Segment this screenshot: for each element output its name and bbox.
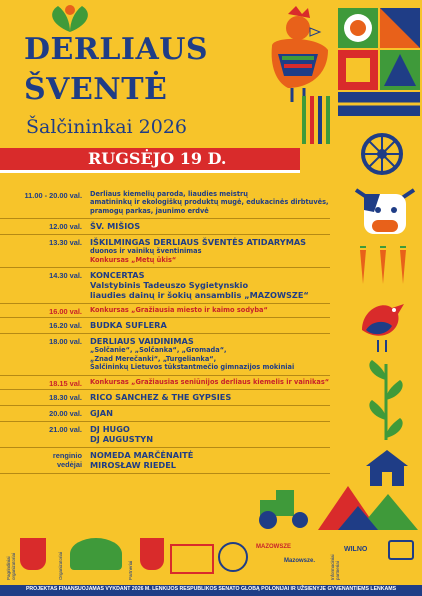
schedule-line: MIROSŁAW RIEDEL — [90, 460, 177, 471]
schedule-content — [90, 221, 330, 231]
schedule-time: 18.15 val. — [49, 378, 82, 388]
schedule-row — [0, 390, 330, 406]
senate-logo-icon — [170, 544, 214, 574]
schedule-time: 13.30 val. — [49, 238, 82, 248]
schedule-row — [0, 304, 330, 318]
schedule-time: 11.00 - 20.00 val. — [24, 191, 82, 200]
schedule-line: KONCERTAS — [90, 270, 145, 281]
date-banner — [0, 148, 300, 173]
footer-label-main-organizers: Pagrindiniai organizatoriai — [6, 552, 16, 580]
schedule-content — [90, 424, 330, 444]
schedule-content — [90, 320, 330, 330]
schedule-detail: Šalčininkų Lietuvos tūkstantmečio gimnazijos mokiniai — [90, 363, 295, 372]
schedule-detail: „Znad Merečanki“, „Turgelianka“, — [90, 354, 217, 363]
wilno-logo: WILNO — [344, 546, 368, 553]
schedule-time: 20.00 val. — [49, 409, 82, 419]
carrots-icon — [352, 246, 418, 286]
schedule-line: NOMEDA MARČĖNAITĖ — [90, 450, 194, 461]
schedule-line: IŠKILMINGAS DERLIAUS ŠVENTĖS ATIDARYMAS — [90, 237, 307, 248]
schedule-detail: „Solčanie“, „Solčanka“, „Gromada“, — [90, 346, 227, 355]
tractor-icon — [256, 490, 318, 530]
schedule-time: 18.00 val. — [49, 337, 82, 347]
schedule-line: liaudies dainų ir šokių ansamblis „MAZOWSZE“ — [90, 290, 309, 301]
schedule-time: 12.00 val. — [49, 222, 82, 232]
schedule-content — [90, 408, 330, 418]
culture-center-logo-icon — [70, 538, 122, 570]
schedule-line: ŠV. MIŠIOS — [90, 221, 141, 232]
bird-icon — [352, 290, 412, 354]
schedule-content — [90, 392, 330, 402]
event-title-line2: ŠVENTĖ — [24, 72, 168, 107]
schedule-line: Derliaus kiemelių paroda, liaudies meistrų — [90, 190, 248, 198]
schedule-content — [90, 237, 330, 264]
geometric-pattern-icon — [338, 8, 422, 118]
schedule-row — [0, 422, 330, 448]
schedule-line: GJAN — [90, 408, 113, 419]
mazowsze-region-logo: Mazowsze. — [284, 558, 316, 564]
schedule-row — [0, 406, 330, 422]
schedule-list — [0, 188, 330, 474]
event-title-line1: DERLIAUS — [24, 32, 209, 67]
schedule-time: 18.30 val. — [49, 393, 82, 403]
schedule-contest: Konkursas „Gražiausias seniūnijos derliaus kiemelis ir vainikas“ — [90, 377, 330, 386]
schedule-line: BUDKA SUFLERA — [90, 320, 167, 331]
schedule-content — [90, 306, 330, 314]
footer-label-partners: Partneriai — [128, 560, 133, 580]
schedule-contest: Konkursas „Metų ūkis“ — [90, 255, 177, 264]
schedule-line: DJ HUGO — [90, 424, 130, 435]
schedule-line: RICO SANCHEZ & THE GYPSIES — [90, 392, 232, 403]
footer-label-media-partners: Informaciniai partneriai — [330, 554, 340, 580]
schedule-content — [90, 336, 330, 371]
schedule-time: renginio vedėjai — [52, 451, 82, 470]
house-icon — [362, 448, 412, 488]
stripes-icon — [302, 96, 332, 144]
schedule-row — [0, 268, 330, 304]
schedule-content — [90, 270, 330, 300]
leaves-icon — [356, 360, 416, 440]
schedule-detail: duonos ir vainikų šventinimas — [90, 247, 202, 256]
bottom-pattern-icon — [318, 486, 422, 530]
wheel-icon — [360, 132, 404, 176]
schedule-time: 21.00 val. — [49, 425, 82, 435]
sprout-icon — [40, 4, 100, 34]
schedule-row — [0, 334, 330, 375]
schedule-line: amatininkų ir ekologiškų produktų mugė, edukacinės dirbtuvės, — [90, 198, 329, 207]
funding-bar — [0, 585, 422, 596]
schedule-content — [90, 190, 330, 215]
schedule-contest: Konkursas „Gražiausia miesto ir kaimo sodyba“ — [90, 306, 268, 315]
schedule-content — [90, 378, 330, 386]
coat-of-arms-icon — [20, 538, 46, 570]
schedule-row — [0, 318, 330, 334]
event-date: RUGSĖJO 19 D. — [88, 149, 227, 168]
schedule-row — [0, 448, 330, 474]
camera-icon — [388, 540, 414, 560]
pen-logo-icon — [218, 542, 248, 572]
schedule-time: 16.00 val. — [49, 307, 82, 317]
schedule-row — [0, 219, 330, 235]
schedule-line: DJ AUGUSTYN — [90, 434, 154, 445]
coat-of-arms-icon-2 — [140, 538, 164, 570]
mazowsze-logo: MAZOWSZE — [256, 544, 291, 550]
schedule-line: pramogų parkas, jaunimo erdvė — [90, 206, 209, 215]
schedule-content — [90, 450, 330, 470]
schedule-time: 16.20 val. — [49, 321, 82, 331]
schedule-line: DERLIAUS VAIDINIMAS — [90, 336, 194, 347]
event-subtitle: Šalčininkai 2026 — [26, 116, 187, 138]
schedule-row — [0, 235, 330, 268]
cow-icon — [350, 182, 420, 242]
footer-label-organizers: Organizatoriai — [58, 551, 63, 580]
schedule-row — [0, 188, 330, 219]
funding-text: PROJEKTAS FINANSUOJAMAS VYKDANT 2026 M. LENKIJOS RESPUBLIKOS SENATO GLOBĄ POLONIJAI IR UŽSIENYJE GYVENANTIEMS LENKAMS — [25, 586, 397, 592]
rooster-icon — [258, 6, 340, 104]
schedule-time: 14.30 val. — [49, 271, 82, 281]
schedule-line: Valstybinis Tadeuszo Sygietynskio — [90, 280, 249, 291]
schedule-row — [0, 376, 330, 390]
